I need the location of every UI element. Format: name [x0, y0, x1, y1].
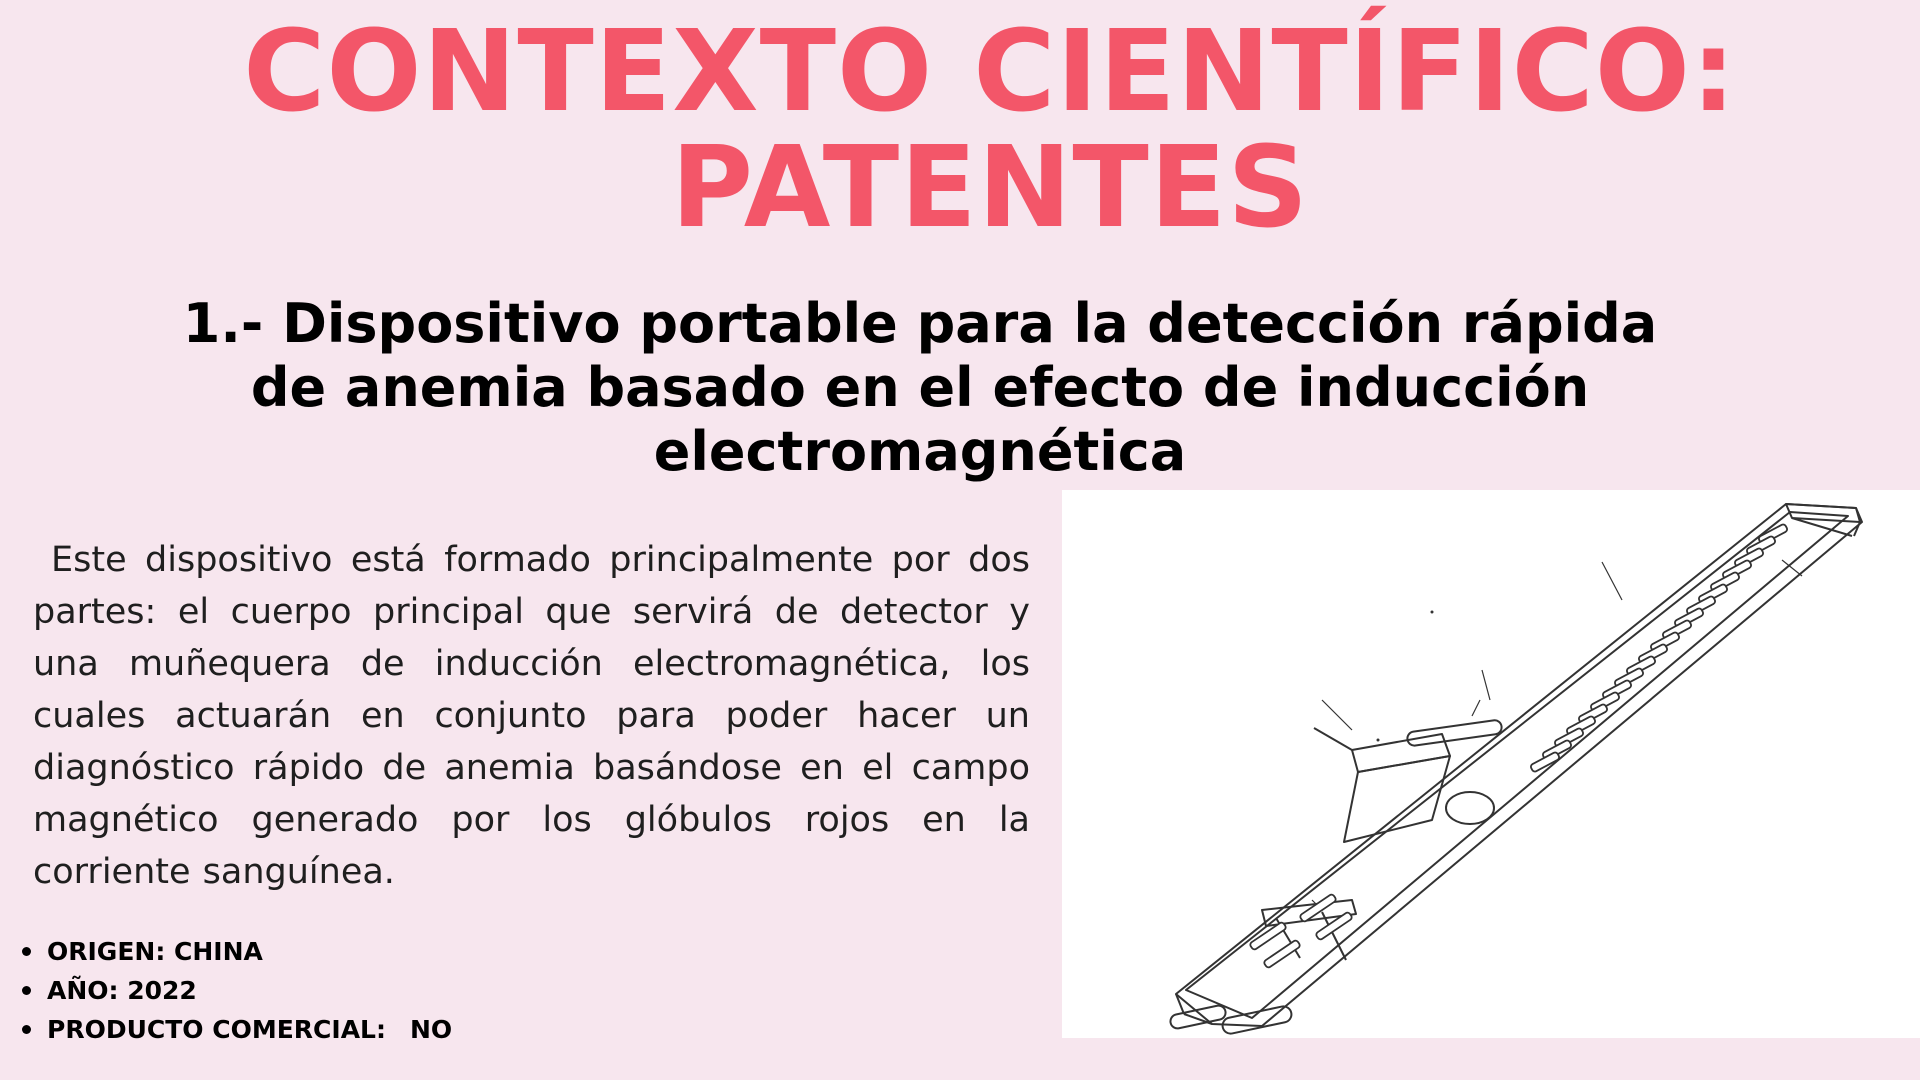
patent-heading-line-1: 1.- Dispositivo portable para la detección rápida [182, 292, 1658, 355]
patent-facts-list [22, 932, 452, 1049]
page-title-line-2: PATENTES [671, 123, 1309, 253]
page-title-line-1: CONTEXTO CIENTÍFICO: [243, 7, 1737, 137]
patent-heading [90, 292, 1750, 484]
fact-origin-label: ORIGEN: CHINA [47, 937, 263, 966]
fact-year-label: AÑO: 2022 [47, 976, 197, 1005]
patent-device-drawing-icon [1062, 490, 1920, 1038]
patent-heading-line-3: electromagnética [653, 420, 1187, 483]
patent-description: Este dispositivo está formado principalmente por dos partes: el cuerpo principal que servirá de detector y una muñequera de inducción electromagnética, los cuales actuarán en conjunto para poder hacer un diagnóstico rápido de anemia basándose en el campo magnético generado por los glóbulos rojos en la corriente sanguínea. [33, 540, 1030, 892]
fact-origin [22, 932, 452, 971]
fact-commercial-product [22, 1010, 452, 1049]
fact-year [22, 971, 452, 1010]
patent-drawing [1062, 490, 1920, 1038]
bullet-icon [22, 986, 31, 995]
patent-heading-line-2: de anemia basado en el efecto de inducción [250, 356, 1590, 419]
bullet-icon [22, 1025, 31, 1034]
page-title [0, 7, 1920, 253]
bullet-icon [22, 947, 31, 956]
fact-commercial-value: NO [409, 1015, 453, 1044]
fact-commercial-label: PRODUCTO COMERCIAL: [47, 1015, 386, 1044]
